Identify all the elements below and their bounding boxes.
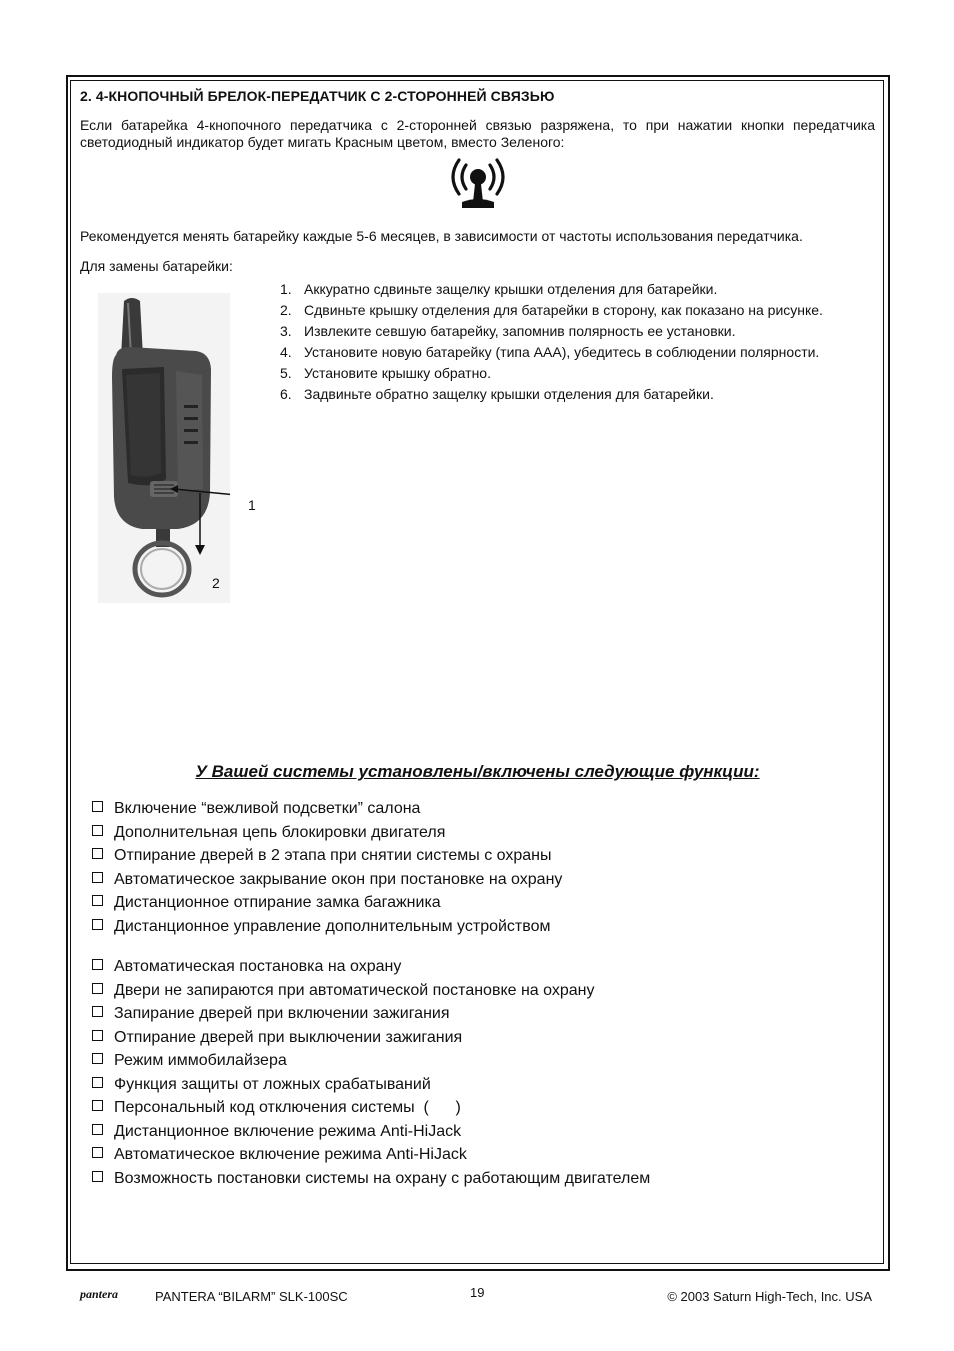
checkbox-icon[interactable] bbox=[92, 959, 103, 970]
feature-item: Дистанционное управление дополнительным устройством bbox=[92, 915, 882, 939]
features-list-group2 bbox=[92, 955, 882, 1190]
feature-item: Запирание дверей при включении зажигания bbox=[92, 1002, 882, 1026]
checkbox-icon[interactable] bbox=[92, 825, 103, 836]
list-item: 2. Сдвиньте крышку отделения для батарейки в сторону, как показано на рисунке. bbox=[280, 302, 823, 318]
feature-item: Автоматическое включение режима Anti-HiJack bbox=[92, 1143, 882, 1167]
key-fob-image bbox=[98, 293, 230, 603]
feature-item: Автоматическое закрывание окон при постановке на охрану bbox=[92, 868, 882, 892]
features-list-group1 bbox=[92, 797, 882, 938]
replace-heading: Для замены батарейки: bbox=[80, 258, 233, 274]
recommendation-paragraph: Рекомендуется менять батарейку каждые 5-6 месяцев, в зависимости от частоты использования передатчика. bbox=[80, 228, 803, 244]
section-battery bbox=[80, 88, 875, 605]
feature-item: Персональный код отключения системы ( ) bbox=[92, 1096, 882, 1120]
features-title: У Вашей системы установлены/включены следующие функции: bbox=[195, 762, 760, 781]
checkbox-icon[interactable] bbox=[92, 919, 103, 930]
feature-item: Дистанционное включение режима Anti-HiJack bbox=[92, 1120, 882, 1144]
intro-paragraph: Если батарейка 4-кнопочного передатчика с 2-сторонней связью разряжена, то при нажатии кнопки передатчика светодиодный индикатор будет мигать Красным цветом, вместо Зеленого: bbox=[80, 117, 875, 150]
checkbox-icon[interactable] bbox=[92, 801, 103, 812]
checkbox-icon[interactable] bbox=[92, 1147, 103, 1158]
list-item: 1. Аккуратно сдвиньте защелку крышки отделения для батарейки. bbox=[280, 281, 718, 297]
checkbox-icon[interactable] bbox=[92, 848, 103, 859]
checkbox-icon[interactable] bbox=[92, 1171, 103, 1182]
list-item: 3. Извлеките севшую батарейку, запомнив полярность ее установки. bbox=[280, 323, 736, 339]
feature-item: Отпирание дверей в 2 этапа при снятии системы с охраны bbox=[92, 844, 882, 868]
checkbox-icon[interactable] bbox=[92, 1030, 103, 1041]
checkbox-icon[interactable] bbox=[92, 1053, 103, 1064]
checkbox-icon[interactable] bbox=[92, 1077, 103, 1088]
feature-item: Возможность постановки системы на охрану с работающим двигателем bbox=[92, 1167, 882, 1191]
checkbox-icon[interactable] bbox=[92, 1100, 103, 1111]
replacement-area bbox=[80, 275, 875, 605]
feature-item: Автоматическая постановка на охрану bbox=[92, 955, 882, 979]
list-item: 5. Установите крышку обратно. bbox=[280, 365, 491, 381]
list-item: 4. Установите новую батарейку (типа ААА), убедитесь в соблюдении полярности. bbox=[280, 344, 820, 360]
feature-item: Отпирание дверей при выключении зажигания bbox=[92, 1026, 882, 1050]
list-item: 6. Задвиньте обратно защелку крышки отделения для батарейки. bbox=[280, 386, 714, 402]
fob-label-two: 2 bbox=[212, 575, 220, 591]
footer-model: PANTERA “BILARM” SLK-100SC bbox=[155, 1289, 348, 1304]
feature-item: Двери не запираются при автоматической постановке на охрану bbox=[92, 979, 882, 1003]
feature-item: Дополнительная цепь блокировки двигателя bbox=[92, 821, 882, 845]
feature-item: Дистанционное отпирание замка багажника bbox=[92, 891, 882, 915]
checkbox-icon[interactable] bbox=[92, 872, 103, 883]
feature-item: Режим иммобилайзера bbox=[92, 1049, 882, 1073]
checkbox-icon[interactable] bbox=[92, 895, 103, 906]
checkbox-icon[interactable] bbox=[92, 983, 103, 994]
footer-copyright: © 2003 Saturn High-Tech, Inc. USA bbox=[667, 1289, 872, 1304]
replacement-steps bbox=[280, 281, 875, 407]
section-title: 2. 4-КНОПОЧНЫЙ БРЕЛОК-ПЕРЕДАТЧИК С 2-СТОРОННЕЙ СВЯЗЬЮ bbox=[80, 88, 555, 104]
feature-item: Включение “вежливой подсветки” салона bbox=[92, 797, 882, 821]
checkbox-icon[interactable] bbox=[92, 1124, 103, 1135]
antenna-signal-icon bbox=[80, 156, 875, 216]
pantera-logo: pantera bbox=[80, 1287, 119, 1301]
feature-item: Функция защиты от ложных срабатываний bbox=[92, 1073, 882, 1097]
page-number: 19 bbox=[470, 1285, 485, 1300]
fob-label-one: 1 bbox=[248, 497, 256, 513]
checkbox-icon[interactable] bbox=[92, 1006, 103, 1017]
